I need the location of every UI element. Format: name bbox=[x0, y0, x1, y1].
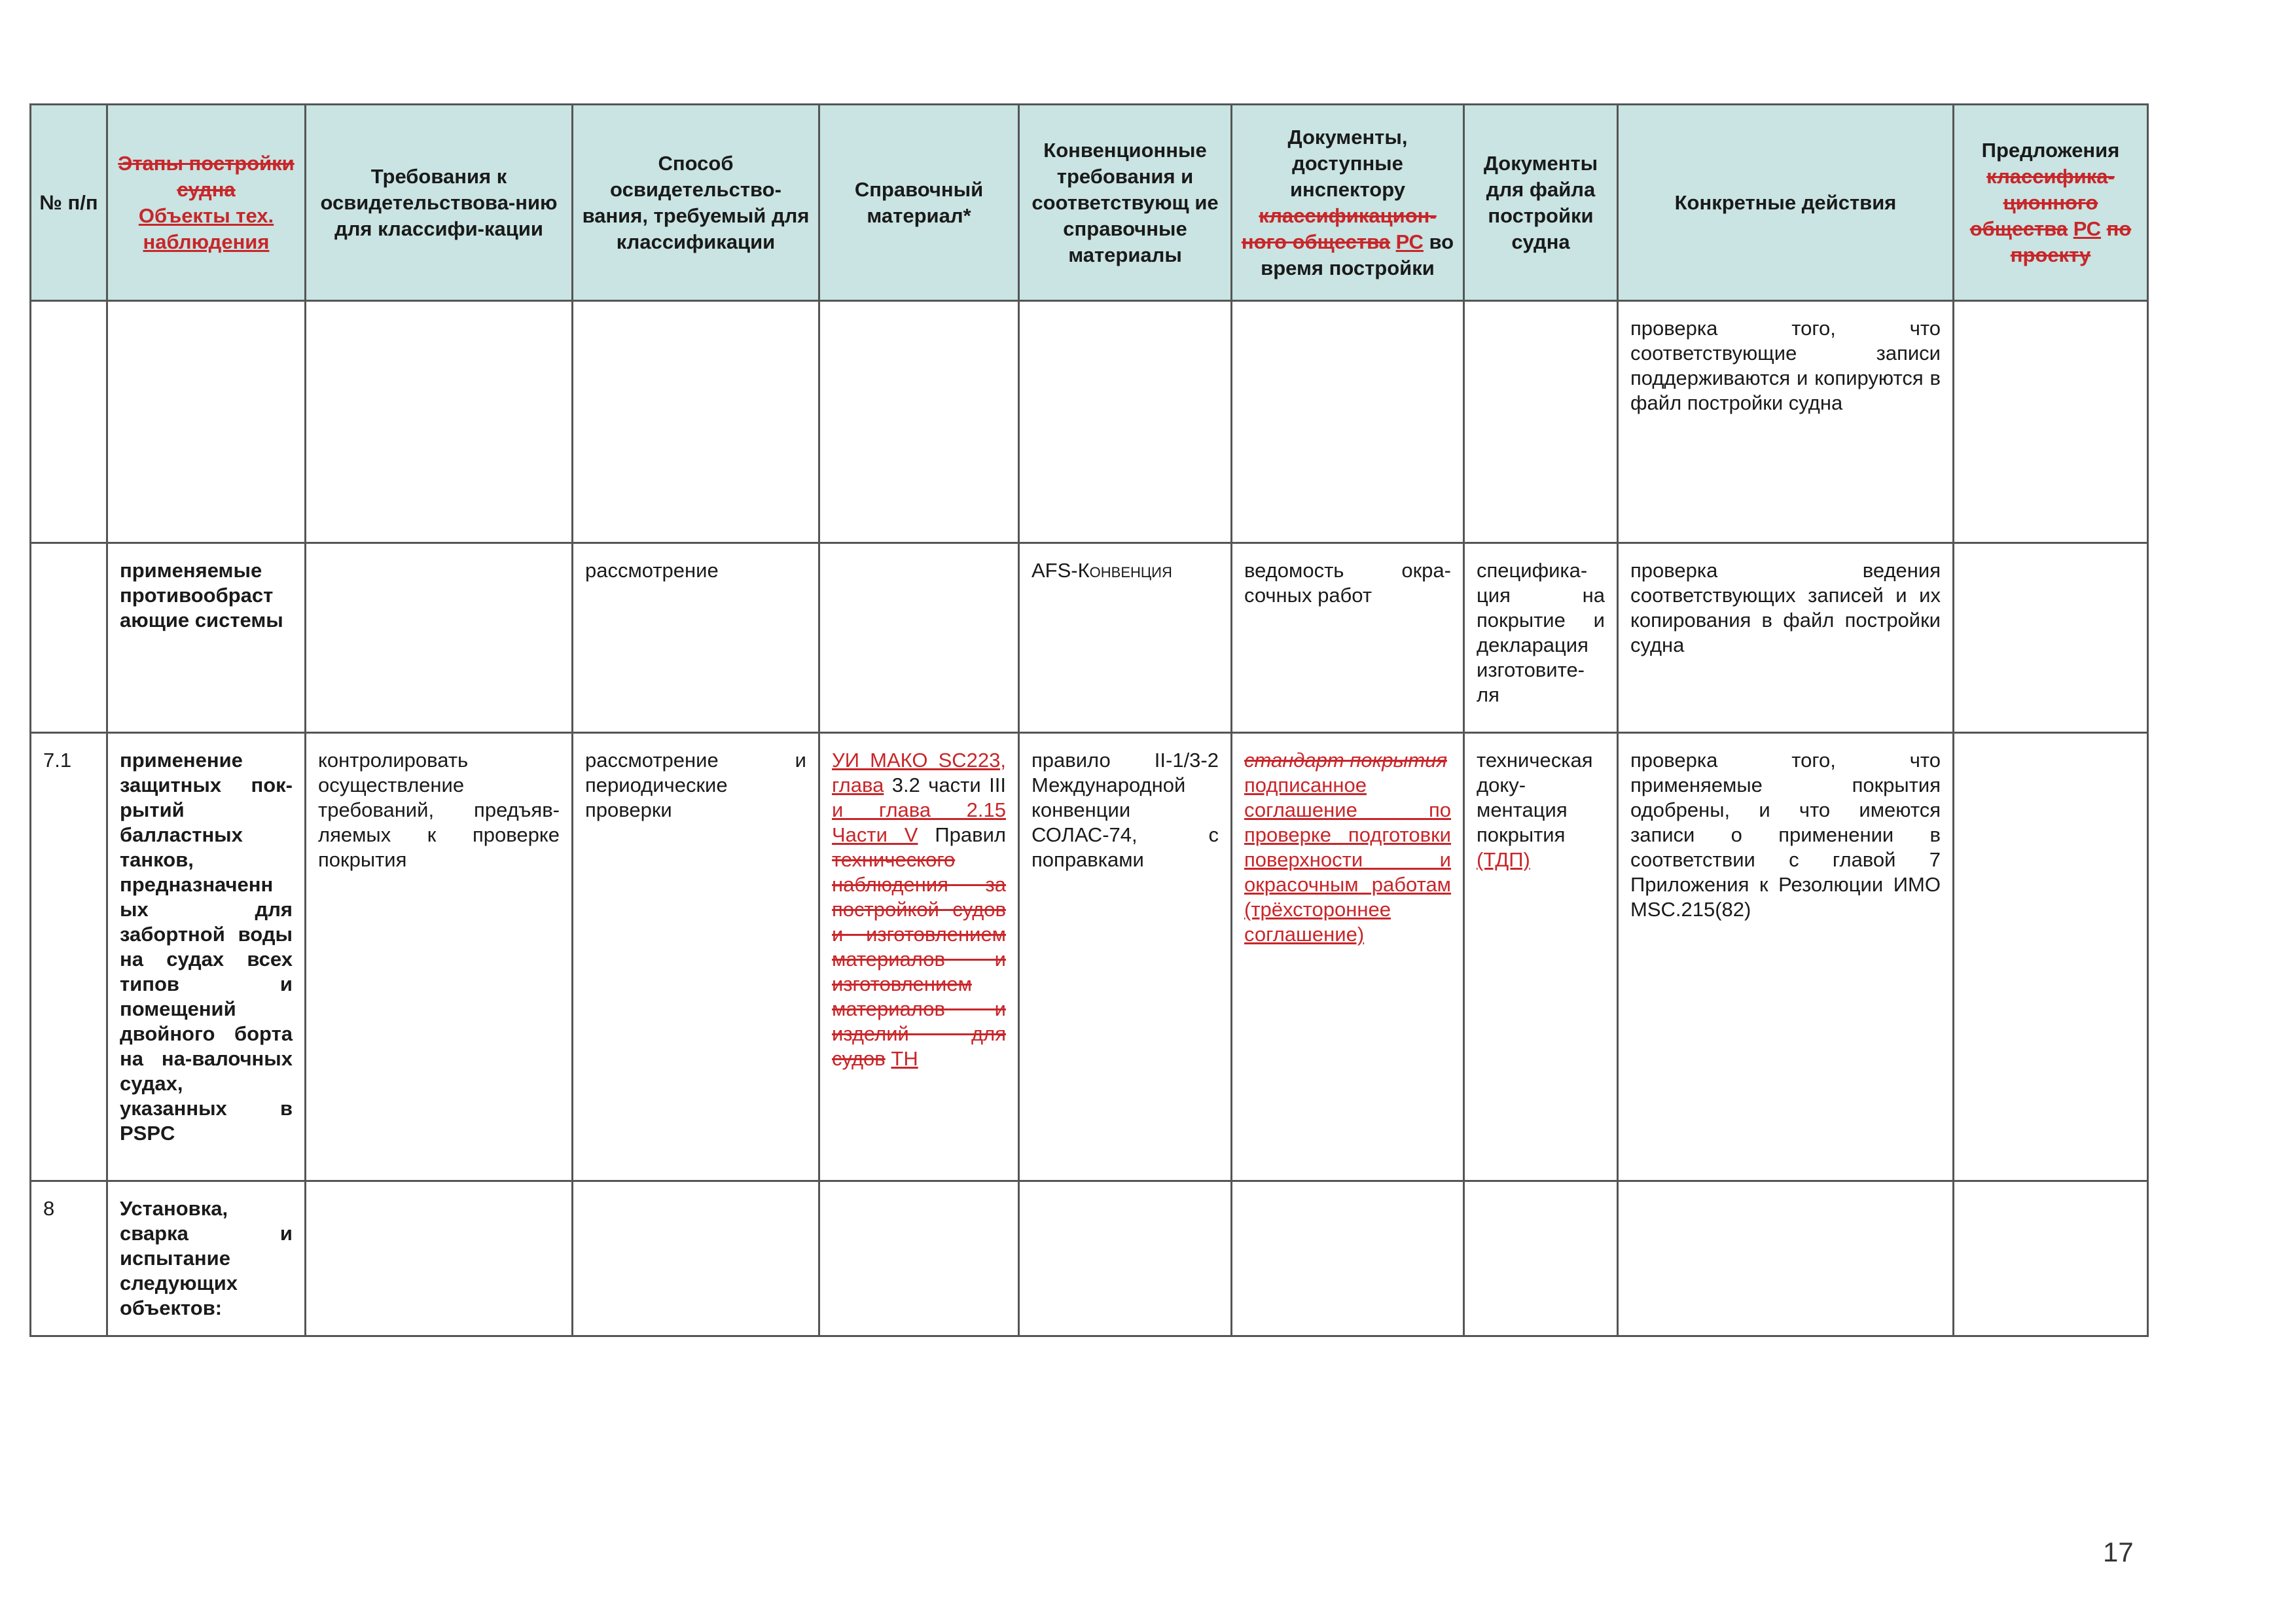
header-proposals-inserted: РС bbox=[2073, 217, 2101, 240]
header-documents-tail: во время постройки bbox=[1261, 230, 1454, 279]
header-proposals-text: Предложения bbox=[1981, 138, 2120, 162]
header-file-docs: Документы для файла постройки судна bbox=[1464, 105, 1618, 301]
header-documents-text: Документы, доступные инспектору bbox=[1287, 125, 1408, 201]
reference-text-2: Правил bbox=[935, 823, 1006, 846]
cell-proposals bbox=[1954, 543, 2148, 733]
cell-documents: ведомость окра-сочных работ bbox=[1232, 543, 1464, 733]
cell-num: 8 bbox=[31, 1181, 107, 1336]
header-convention: Конвенционные требования и соответствующ ие справочные материалы bbox=[1019, 105, 1232, 301]
cell-object: применение защитных пок-рытий балластных танков, предназначенн ых для забортной воды на судах всех типов и помещений двойного борта на на-валочных судах, указанных в PSPC bbox=[107, 733, 306, 1181]
cell-method: рассмотрение и периодические проверки bbox=[573, 733, 819, 1181]
cell-requirements bbox=[306, 301, 573, 543]
table-row bbox=[31, 1181, 2148, 1336]
header-documents-inserted: РС bbox=[1395, 230, 1424, 253]
header-row bbox=[31, 105, 2148, 301]
cell-documents bbox=[1232, 301, 1464, 543]
cell-actions: проверка ведения соответствующих записей и их копирования в файл постройки судна bbox=[1618, 543, 1954, 733]
cell-method: рассмотрение bbox=[573, 543, 819, 733]
header-reference: Справочный материал* bbox=[819, 105, 1019, 301]
survey-table bbox=[29, 103, 2149, 1337]
cell-proposals bbox=[1954, 301, 2148, 543]
header-actions: Конкретные действия bbox=[1618, 105, 1954, 301]
cell-reference bbox=[819, 733, 1019, 1181]
cell-proposals bbox=[1954, 733, 2148, 1181]
cell-documents bbox=[1232, 1181, 1464, 1336]
cell-requirements bbox=[306, 1181, 573, 1336]
cell-num bbox=[31, 301, 107, 543]
cell-reference bbox=[819, 543, 1019, 733]
page-number: 17 bbox=[2103, 1537, 2134, 1567]
cell-file-docs bbox=[1464, 301, 1618, 543]
cell-file-docs: специфика-ция на покрытие и декларация изготовите-ля bbox=[1464, 543, 1618, 733]
header-stages-inserted: Объекты тех. наблюдения bbox=[138, 204, 274, 253]
cell-convention bbox=[1019, 301, 1232, 543]
cell-method bbox=[573, 1181, 819, 1336]
reference-text-1: 3.2 части III bbox=[891, 774, 1006, 796]
file-docs-text: техническая доку-ментация покрытия bbox=[1477, 749, 1593, 846]
cell-reference bbox=[819, 1181, 1019, 1336]
cell-num: 7.1 bbox=[31, 733, 107, 1181]
table-row bbox=[31, 301, 2148, 543]
cell-file-docs bbox=[1464, 1181, 1618, 1336]
file-docs-inserted: (ТДП) bbox=[1477, 848, 1530, 871]
header-num: № п/п bbox=[31, 105, 107, 301]
cell-requirements: контролировать осуществление требований, предъяв-ляемых к проверке покрытия bbox=[306, 733, 573, 1181]
reference-inserted-4: ТН bbox=[891, 1047, 918, 1070]
cell-actions: проверка того, что применяемые покрытия одобрены, и что имеются записи о применении в соответствии с главой 7 Приложения к Резолюции ИМО MSC.215(82) bbox=[1618, 733, 1954, 1181]
header-documents bbox=[1232, 105, 1464, 301]
cell-object: применяемые противообраст ающие системы bbox=[107, 543, 306, 733]
cell-proposals bbox=[1954, 1181, 2148, 1336]
header-requirements: Требования к освидетельствова-нию для классифи-кации bbox=[306, 105, 573, 301]
table-row bbox=[31, 733, 2148, 1181]
cell-documents bbox=[1232, 733, 1464, 1181]
header-documents-deleted: классификацион-ного общества bbox=[1241, 204, 1437, 253]
cell-object bbox=[107, 301, 306, 543]
cell-convention: AFS-Конвенция bbox=[1019, 543, 1232, 733]
cell-requirements bbox=[306, 543, 573, 733]
header-proposals-deleted-2: по проекту bbox=[2010, 217, 2132, 266]
cell-num bbox=[31, 543, 107, 733]
reference-deleted: технического наблюдения за постройкой судов и изготовлением материалов и изготовлением материалов и изделий для судов bbox=[832, 848, 1006, 1070]
reference-inserted-3: и глава 2.15 Части V bbox=[832, 798, 1006, 846]
reference-inserted-1: УИ МАКО SC223, bbox=[832, 749, 1006, 772]
cell-convention bbox=[1019, 1181, 1232, 1336]
cell-object: Установка, сварка и испытание следующих объектов: bbox=[107, 1181, 306, 1336]
cell-actions bbox=[1618, 1181, 1954, 1336]
cell-convention: правило II-1/3-2 Международной конвенции СОЛАС-74, с поправками bbox=[1019, 733, 1232, 1181]
documents-inserted: подписанное соглашение по проверке подготовки поверхности и окрасочным работам (трёхстороннее соглашение) bbox=[1244, 774, 1451, 946]
header-proposals bbox=[1954, 105, 2148, 301]
cell-actions: проверка того, что соответствующие записи поддерживаются и копируются в файл постройки судна bbox=[1618, 301, 1954, 543]
header-stages bbox=[107, 105, 306, 301]
cell-method bbox=[573, 301, 819, 543]
table-row bbox=[31, 543, 2148, 733]
documents-deleted: стандарт покрытия bbox=[1244, 749, 1447, 772]
reference-inserted-2: глава bbox=[832, 774, 884, 796]
header-stages-deleted: Этапы постройки судна bbox=[118, 151, 295, 201]
cell-reference bbox=[819, 301, 1019, 543]
cell-file-docs bbox=[1464, 733, 1618, 1181]
header-proposals-deleted: классифика-ционного общества bbox=[1969, 164, 2115, 240]
header-method: Способ освидетельство-вания, требуемый для классификации bbox=[573, 105, 819, 301]
